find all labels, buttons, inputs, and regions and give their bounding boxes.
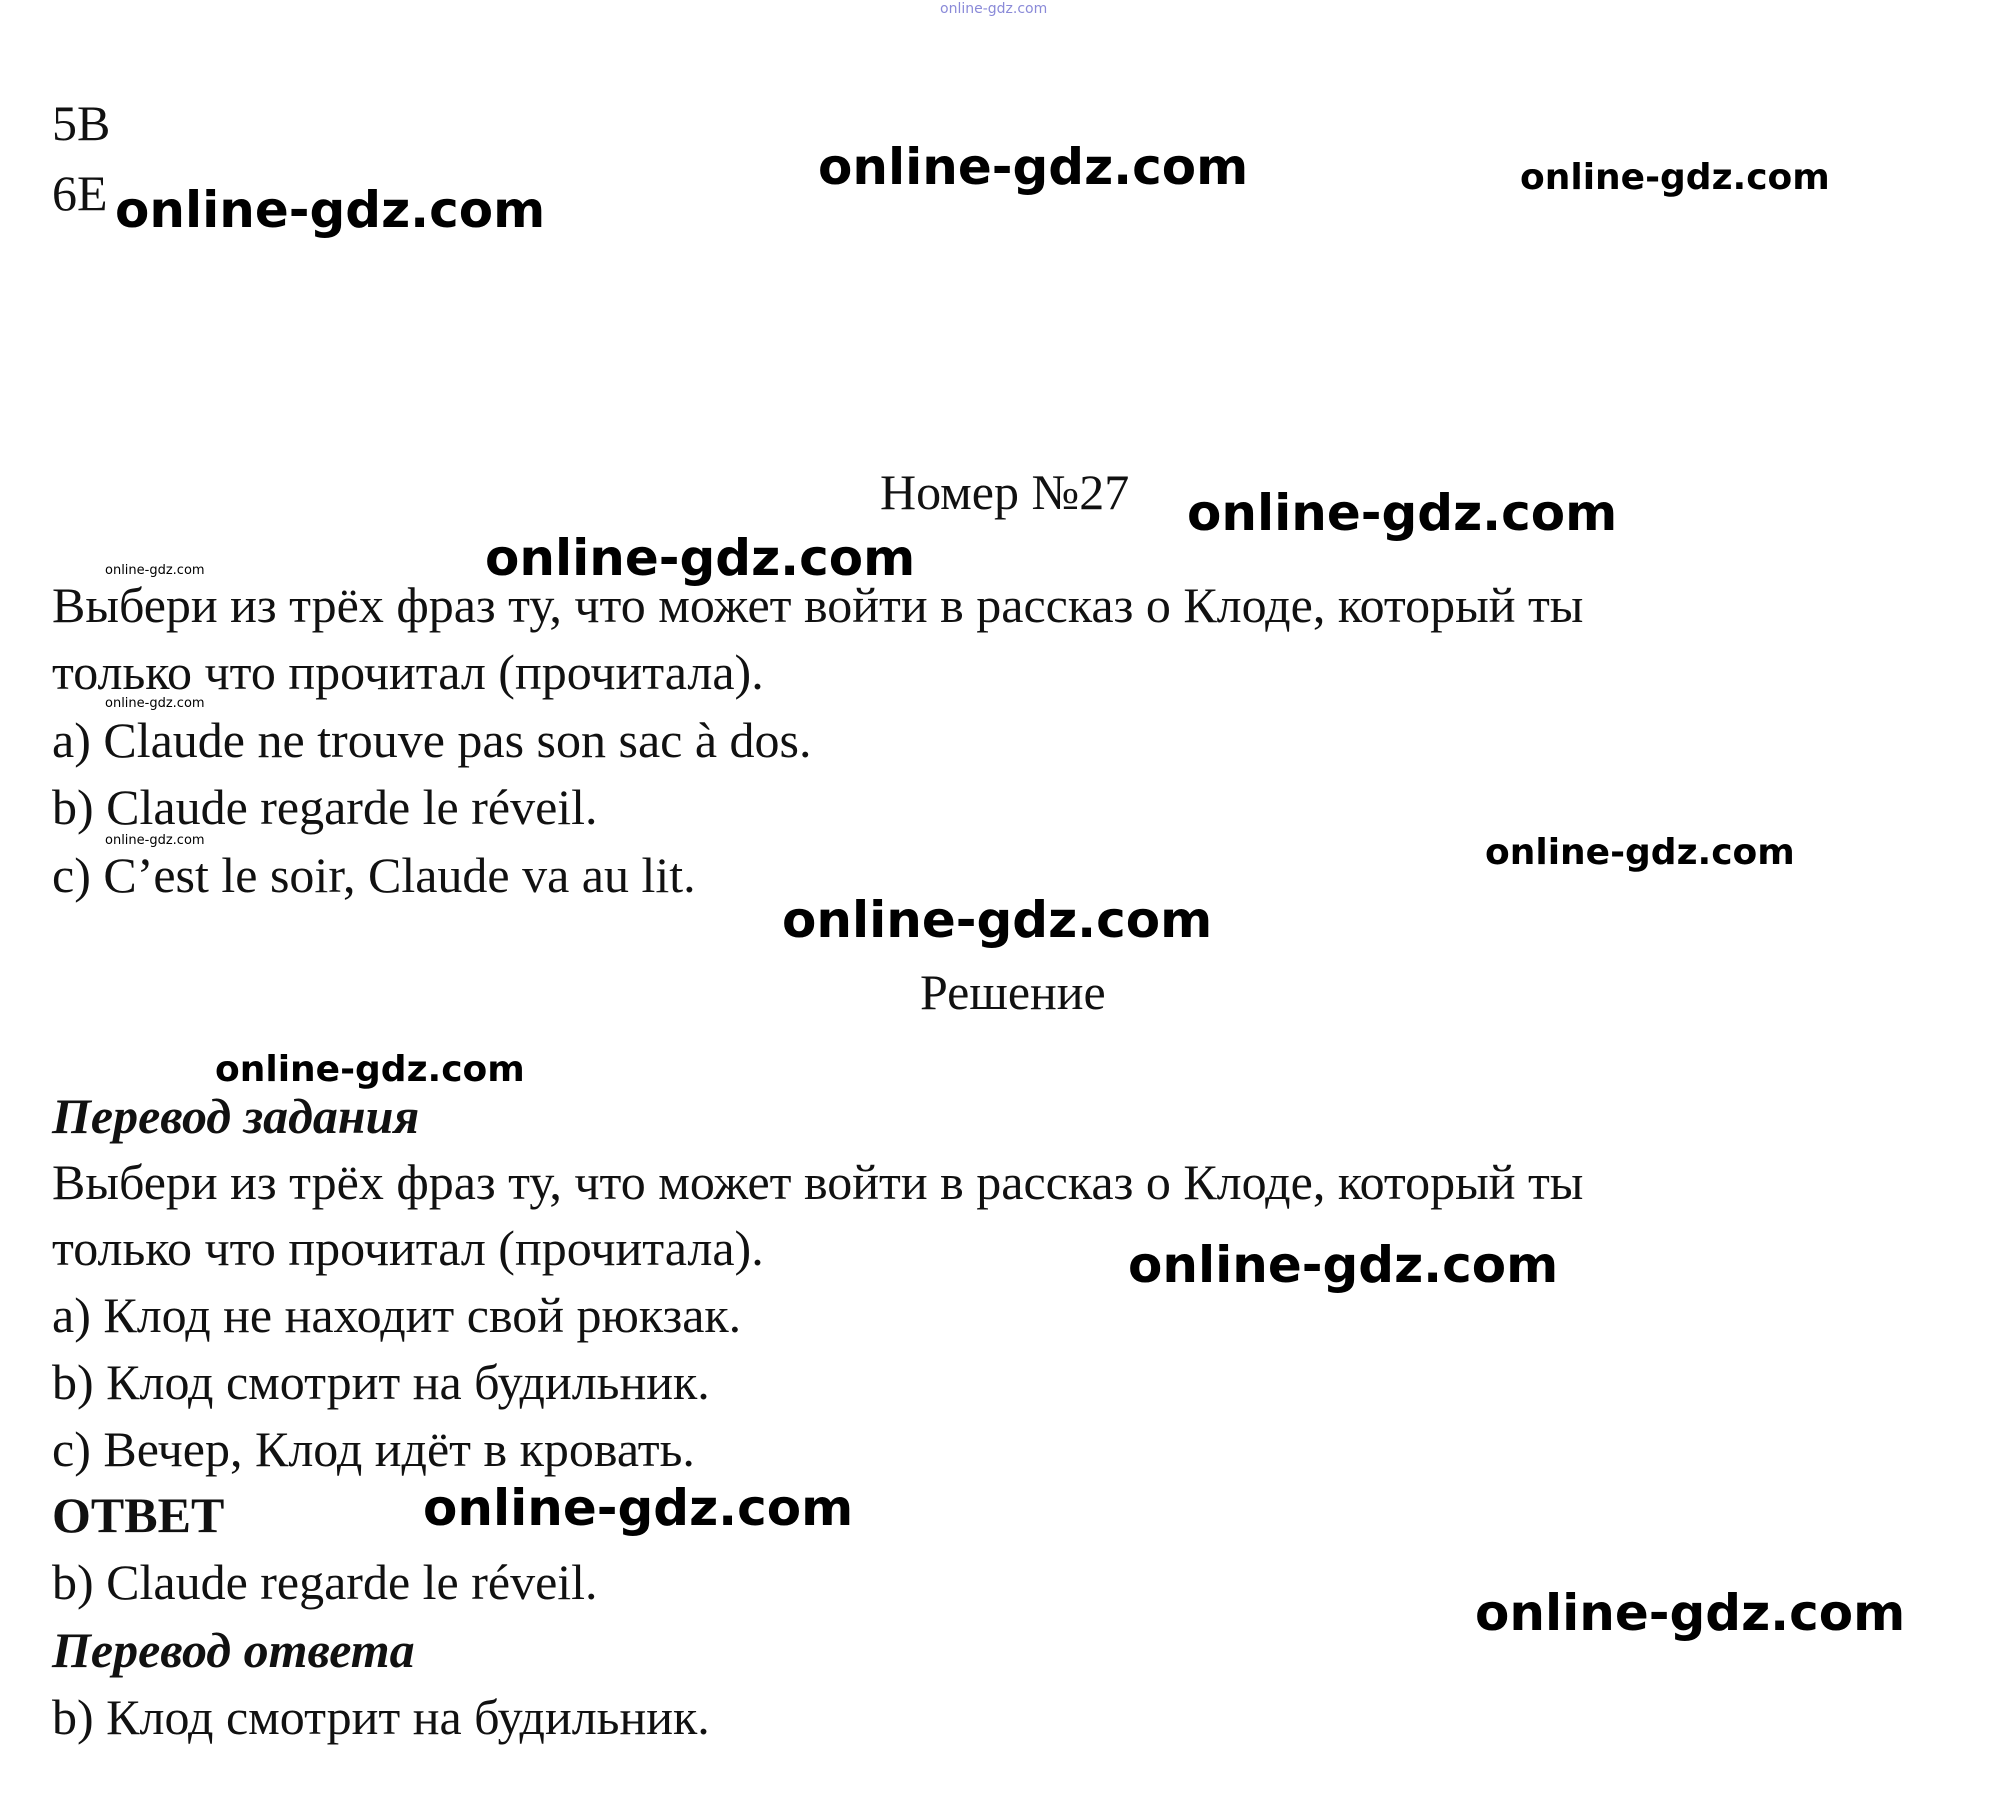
- watermark: online-gdz.com: [105, 696, 205, 711]
- watermark: online-gdz.com: [782, 891, 1213, 949]
- watermark: online-gdz.com: [115, 181, 546, 239]
- translation-option-c: c) Вечер, Клод идёт в кровать.: [52, 1421, 695, 1477]
- watermark: online-gdz.com: [1475, 1584, 1906, 1642]
- watermark: online-gdz.com: [105, 833, 205, 848]
- watermark: online-gdz.com: [1128, 1236, 1559, 1294]
- task-prompt-line-2: только что прочитал (прочитала).: [52, 644, 764, 700]
- translation-prompt-line-2: только что прочитал (прочитала).: [52, 1220, 764, 1276]
- header-line-6e: 6E: [52, 165, 108, 221]
- watermark: online-gdz.com: [485, 529, 916, 587]
- translation-option-b: b) Клод смотрит на будильник.: [52, 1354, 710, 1410]
- task-option-b: b) Claude regarde le réveil.: [52, 779, 598, 835]
- watermark: online-gdz.com: [215, 1049, 525, 1090]
- watermark: online-gdz.com: [1187, 484, 1618, 542]
- watermark: online-gdz.com: [105, 563, 205, 578]
- top-watermark: online-gdz.com: [940, 1, 1048, 17]
- translation-prompt-line-1: Выбери из трёх фраз ту, что может войти в рассказ о Клоде, который ты: [52, 1154, 1584, 1210]
- watermark: online-gdz.com: [423, 1479, 854, 1537]
- watermark: online-gdz.com: [818, 138, 1249, 196]
- translation-option-a: a) Клод не находит свой рюкзак.: [52, 1287, 742, 1343]
- answer-translation-text: b) Клод смотрит на будильник.: [52, 1689, 710, 1745]
- watermark: online-gdz.com: [1485, 832, 1795, 873]
- answer-translation-heading: Перевод ответа: [52, 1622, 415, 1678]
- translation-heading: Перевод задания: [52, 1088, 420, 1144]
- solution-title: Решение: [920, 964, 1106, 1020]
- task-option-c: c) C’est le soir, Claude va au lit.: [52, 847, 696, 903]
- task-prompt-line-1: Выбери из трёх фраз ту, что может войти в рассказ о Клоде, который ты: [52, 577, 1584, 633]
- header-line-5b: 5B: [52, 95, 111, 151]
- answer-heading: ОТВЕТ: [52, 1487, 225, 1543]
- watermark: online-gdz.com: [1520, 157, 1830, 198]
- task-title: Номер №27: [880, 464, 1130, 520]
- answer-text: b) Claude regarde le réveil.: [52, 1554, 598, 1610]
- task-option-a: a) Claude ne trouve pas son sac à dos.: [52, 712, 812, 768]
